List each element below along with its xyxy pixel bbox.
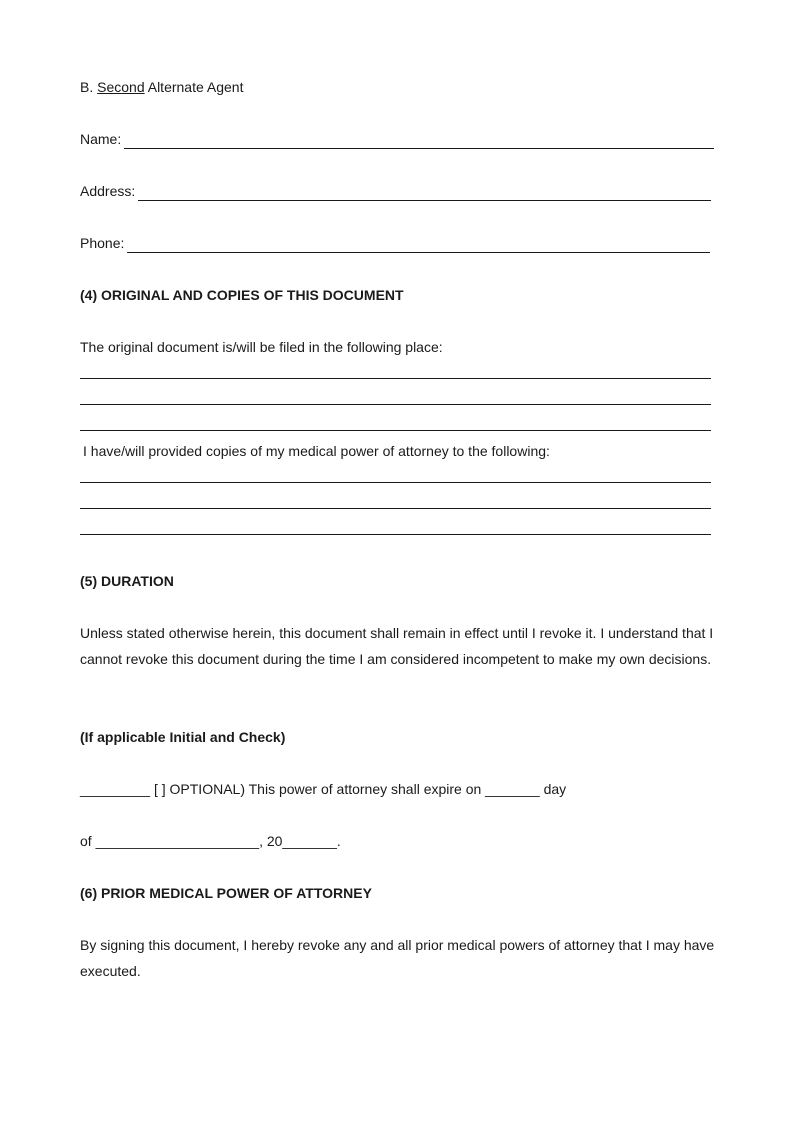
duration-body: Unless stated otherwise herein, this document shall remain in effect until I revoke it. I understand that I cannot revoke this document during the time I am considered incompetent to make my own decisions. [80, 625, 714, 667]
copies-recipients-text: I have/will provided copies of my medical power of attorney to the following: [83, 443, 550, 459]
agent-prefix: B. [80, 79, 94, 95]
phone-row [80, 233, 710, 253]
name-row [80, 129, 714, 149]
prior-poa-body: By signing this document, I hereby revoke any and all prior medical powers of attorney that I may have executed. [80, 937, 715, 979]
alternate-agent-heading [80, 77, 243, 97]
phone-field[interactable] [127, 238, 710, 253]
filed-location-line-1[interactable] [80, 378, 711, 379]
copies-recipients-line-1[interactable] [80, 482, 711, 483]
initial-check-heading: (If applicable Initial and Check) [80, 729, 286, 745]
copies-recipients-line-3[interactable] [80, 534, 711, 535]
phone-label: Phone: [80, 235, 125, 251]
expiration-date-line[interactable]: of _____________________, 20_______. [80, 833, 341, 849]
address-label: Address: [80, 183, 136, 199]
address-field[interactable] [138, 186, 711, 201]
address-row [80, 181, 711, 201]
agent-suffix: Alternate Agent [147, 79, 244, 95]
filed-location-line-3[interactable] [80, 430, 711, 431]
agent-underlined-word: Second [97, 79, 145, 95]
section-5-heading: (5) DURATION [80, 573, 174, 589]
filed-location-line-2[interactable] [80, 404, 711, 405]
name-label: Name: [80, 131, 122, 147]
name-field[interactable] [124, 134, 714, 149]
filed-location-text: The original document is/will be filed in the following place: [80, 339, 443, 355]
copies-recipients-line-2[interactable] [80, 508, 711, 509]
section-4-heading: (4) ORIGINAL AND COPIES OF THIS DOCUMENT [80, 287, 404, 303]
section-6-heading: (6) PRIOR MEDICAL POWER OF ATTORNEY [80, 885, 372, 901]
expiration-line[interactable]: _________ [ ] OPTIONAL) This power of attorney shall expire on _______ day [80, 781, 567, 797]
